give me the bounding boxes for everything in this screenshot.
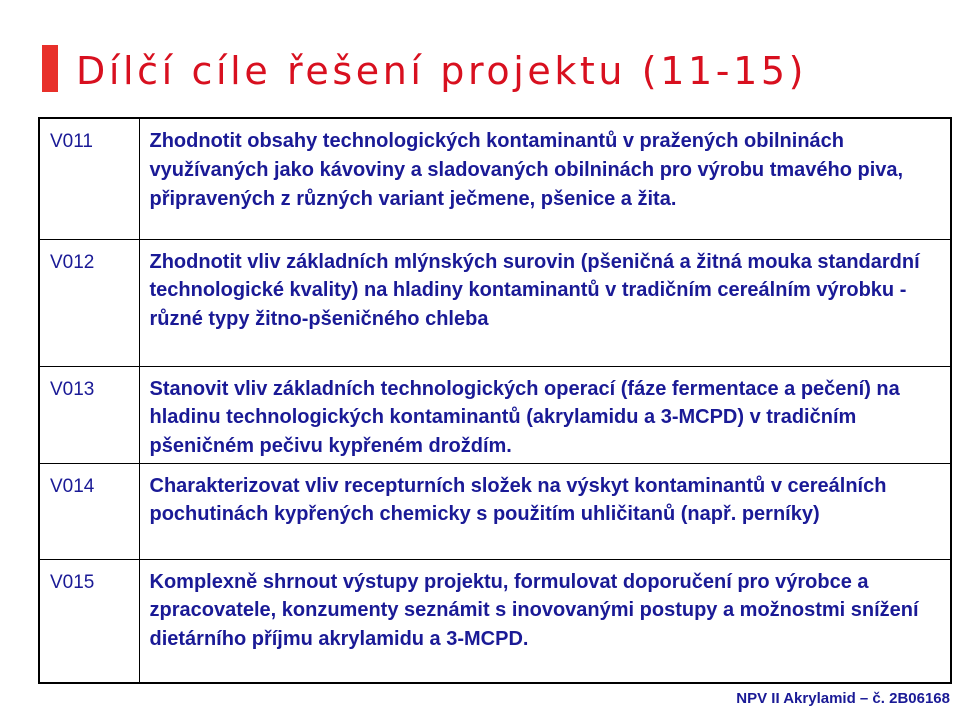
objective-text: Komplexně shrnout výstupy projektu, formulovat doporučení pro výrobce a zpracovatele, konzumenty seznámit s inovovanými postupy a možnostmi snížení dietárního příjmu akrylamidu a 3-MCPD. [139, 559, 951, 683]
objective-row-v012 [39, 239, 951, 366]
objective-code: V014 [39, 463, 139, 559]
slide-title: Dílčí cíle řešení projektu (11-15) [76, 49, 808, 93]
objectives-table [38, 117, 952, 684]
objective-code: V015 [39, 559, 139, 683]
objective-text: Stanovit vliv základních technologických operací (fáze fermentace a pečení) na hladinu technologických kontaminantů (akrylamidu a 3-MCPD) v tradičním pšeničném pečivu kypřeném droždím. [139, 366, 951, 463]
objective-row-v014 [39, 463, 951, 559]
objective-text: Zhodnotit vliv základních mlýnských surovin (pšeničná a žitná mouka standardní technologické kvality) na hladiny kontaminantů v tradičním cereálním výrobku - různé typy žitno-pšeničného chleba [139, 239, 951, 366]
objective-code: V013 [39, 366, 139, 463]
objective-text: Zhodnotit obsahy technologických kontaminantů v pražených obilninách využívaných jako kávoviny a sladovaných obilninách pro výrobu tmavého piva, připravených z různých variant ječmene, pšenice a žita. [139, 118, 951, 239]
footer-project-id: NPV II Akrylamid – č. 2B06168 [736, 690, 950, 707]
objective-code: V011 [39, 118, 139, 239]
title-accent-bar [42, 45, 58, 92]
objective-row-v011 [39, 118, 951, 239]
objective-code: V012 [39, 239, 139, 366]
objective-row-v013 [39, 366, 951, 463]
objective-text: Charakterizovat vliv recepturních složek na výskyt kontaminantů v cereálních pochutinách kypřených chemicky s použitím uhličitanů (např. perníky) [139, 463, 951, 559]
objective-row-v015 [39, 559, 951, 683]
